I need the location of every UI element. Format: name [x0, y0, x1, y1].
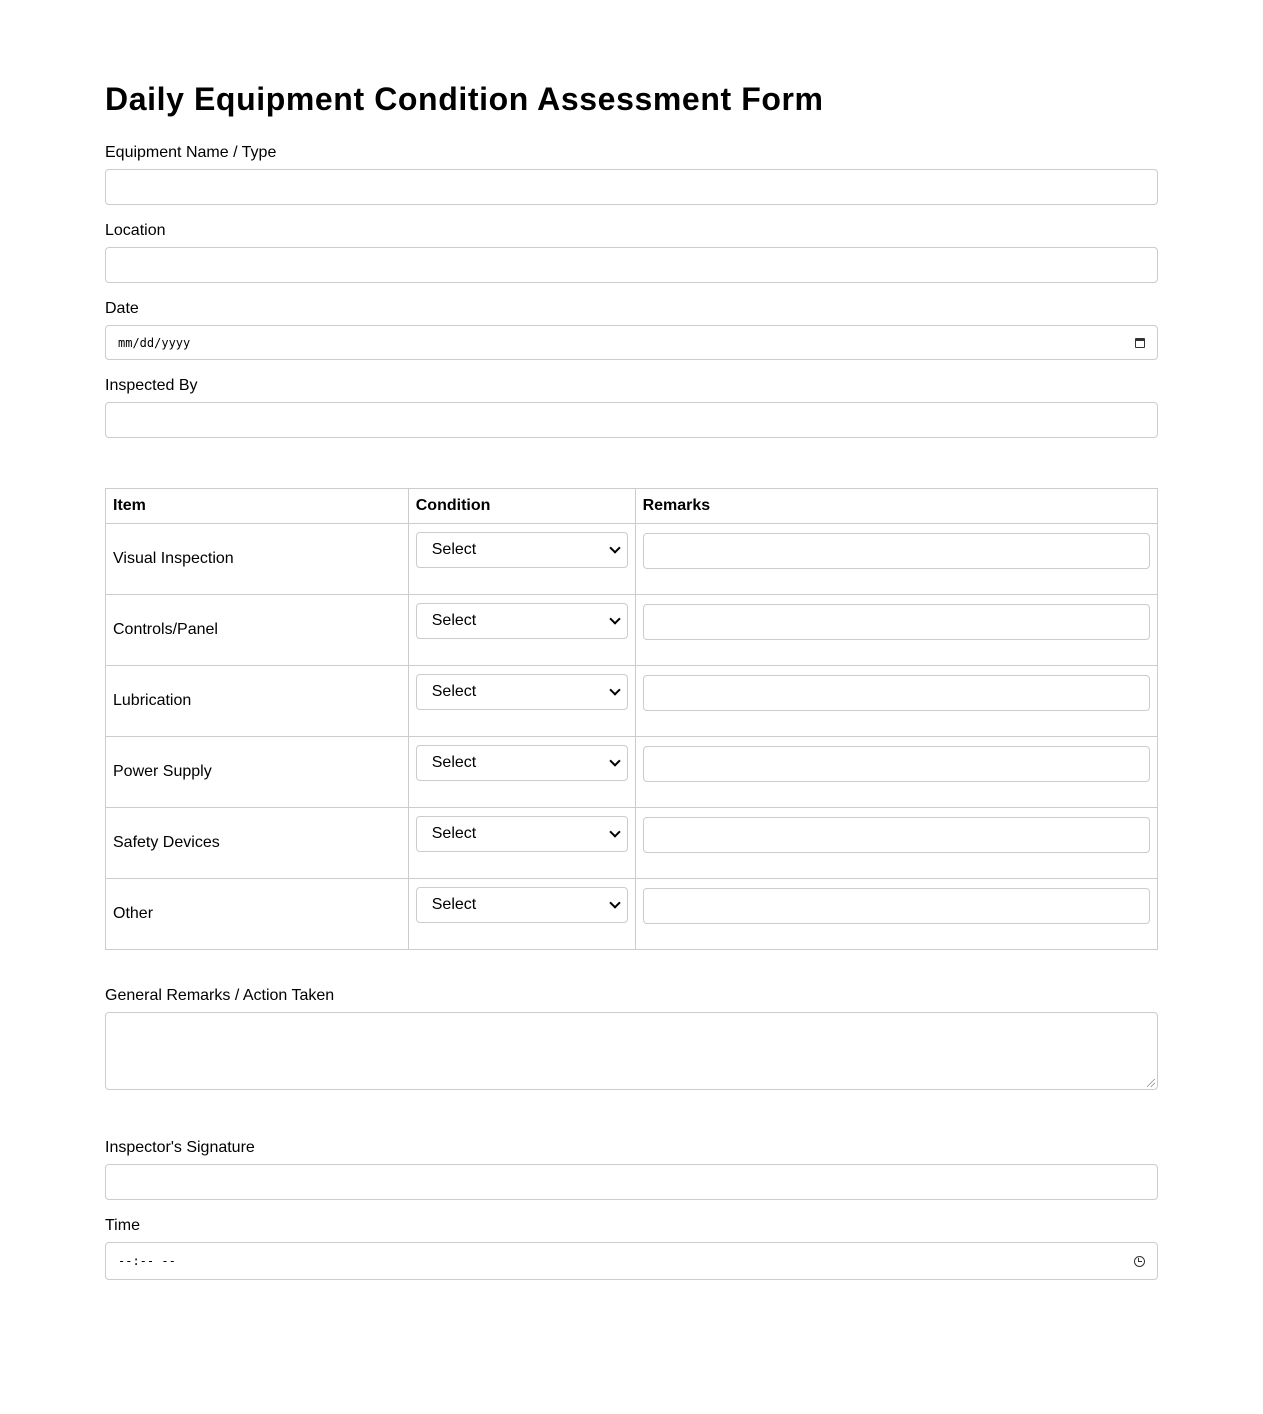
remarks-input[interactable]	[643, 746, 1150, 782]
inspected-by-label: Inspected By	[105, 377, 198, 394]
item-name: Safety Devices	[106, 808, 409, 879]
condition-select[interactable]	[416, 816, 628, 852]
clock-icon[interactable]	[1134, 1256, 1145, 1267]
item-name: Other	[106, 879, 409, 950]
select-value: Select	[431, 612, 477, 629]
date-input[interactable]	[105, 325, 1158, 360]
chevron-down-icon	[609, 542, 620, 553]
select-value: Select	[431, 825, 477, 842]
general-remarks-textarea[interactable]	[105, 1012, 1158, 1090]
item-name: Visual Inspection	[106, 524, 409, 595]
table-row	[106, 879, 1158, 950]
remarks-input[interactable]	[643, 533, 1150, 569]
equipment-label: Equipment Name / Type	[105, 144, 277, 161]
date-placeholder: mm/dd/yyyy	[118, 335, 191, 350]
condition-select[interactable]	[416, 674, 628, 710]
table-row	[106, 666, 1158, 737]
item-name: Controls/Panel	[106, 595, 409, 666]
header-item: Item	[106, 489, 409, 524]
chevron-down-icon	[609, 613, 620, 624]
remarks-input[interactable]	[643, 888, 1150, 924]
condition-select[interactable]	[416, 603, 628, 639]
header-remarks: Remarks	[635, 489, 1157, 524]
remarks-input[interactable]	[643, 675, 1150, 711]
resize-handle-icon[interactable]	[1147, 1079, 1155, 1087]
location-label: Location	[105, 222, 166, 239]
condition-select[interactable]	[416, 532, 628, 568]
select-value: Select	[431, 754, 477, 771]
table-row	[106, 595, 1158, 666]
signature-label: Inspector's Signature	[105, 1139, 255, 1156]
select-value: Select	[431, 683, 477, 700]
checklist-table	[105, 488, 1158, 950]
chevron-down-icon	[609, 755, 620, 766]
select-value: Select	[431, 896, 477, 913]
date-label: Date	[105, 300, 139, 317]
signature-input[interactable]	[105, 1164, 1158, 1200]
table-row	[106, 524, 1158, 595]
select-value: Select	[431, 541, 477, 558]
page-title: Daily Equipment Condition Assessment Form	[105, 81, 824, 117]
table-header-row	[106, 489, 1158, 524]
item-name: Lubrication	[106, 666, 409, 737]
table-row	[106, 737, 1158, 808]
item-name: Power Supply	[106, 737, 409, 808]
chevron-down-icon	[609, 897, 620, 908]
header-condition: Condition	[408, 489, 635, 524]
calendar-icon[interactable]	[1135, 338, 1145, 348]
inspected-by-input[interactable]	[105, 402, 1158, 438]
equipment-input[interactable]	[105, 169, 1158, 205]
time-placeholder: --:-- --	[118, 1254, 176, 1268]
condition-select[interactable]	[416, 887, 628, 923]
chevron-down-icon	[609, 826, 620, 837]
remarks-input[interactable]	[643, 604, 1150, 640]
time-label: Time	[105, 1217, 140, 1234]
table-row	[106, 808, 1158, 879]
condition-select[interactable]	[416, 745, 628, 781]
chevron-down-icon	[609, 684, 620, 695]
general-remarks-label: General Remarks / Action Taken	[105, 987, 335, 1004]
location-input[interactable]	[105, 247, 1158, 283]
remarks-input[interactable]	[643, 817, 1150, 853]
time-input[interactable]	[105, 1242, 1158, 1280]
